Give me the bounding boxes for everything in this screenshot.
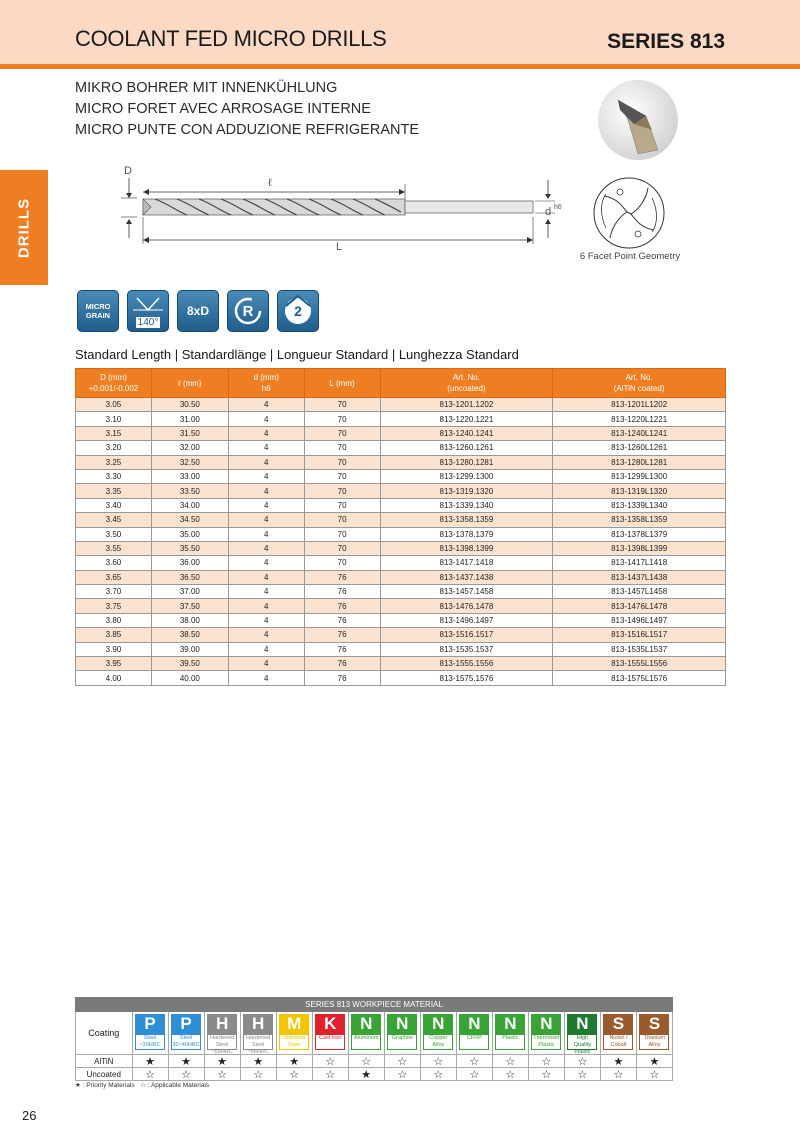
dim-h6-label: h6 xyxy=(554,204,562,211)
table-cell: 34.00 xyxy=(151,498,228,512)
table-row xyxy=(76,585,726,599)
table-cell: 813-1260L1261 xyxy=(553,441,726,455)
material-letter: N xyxy=(567,1014,597,1034)
workpiece-material-grid xyxy=(75,1012,673,1081)
table-cell: 35.50 xyxy=(151,541,228,555)
table-cell: 3.05 xyxy=(76,398,152,412)
series-label: SERIES 813 xyxy=(607,30,725,53)
table-cell: 76 xyxy=(304,671,380,685)
table-cell: 38.50 xyxy=(151,628,228,642)
flutes-icon xyxy=(277,290,319,332)
table-row xyxy=(76,657,726,671)
table-cell: 813-1319L1320 xyxy=(553,484,726,498)
table-cell: 4 xyxy=(228,455,304,469)
col-header-d: d (mm) h6 xyxy=(228,369,304,398)
table-cell: 4 xyxy=(228,671,304,685)
material-letter: N xyxy=(387,1014,417,1034)
col-header-L: L (mm) xyxy=(304,369,380,398)
table-cell: 813-1220L1221 xyxy=(553,412,726,426)
side-tab-drills[interactable] xyxy=(0,170,48,285)
material-badge xyxy=(170,1014,203,1052)
table-cell: 3.60 xyxy=(76,556,152,570)
table-cell: 4 xyxy=(228,441,304,455)
header-divider xyxy=(0,64,800,69)
table-row xyxy=(76,599,726,613)
table-cell: 813-1358.1359 xyxy=(380,513,553,527)
suitability-mark: ☆ xyxy=(313,1068,349,1080)
table-cell: 3.30 xyxy=(76,469,152,483)
table-cell: 3.85 xyxy=(76,628,152,642)
suitability-mark: ☆ xyxy=(421,1055,457,1067)
material-name: Stainless Steel xyxy=(279,1034,309,1050)
table-row xyxy=(76,455,726,469)
material-badge xyxy=(566,1014,599,1055)
table-cell: 4 xyxy=(228,642,304,656)
material-name: Titanium Alloy xyxy=(639,1034,669,1050)
table-cell: 3.40 xyxy=(76,498,152,512)
material-letter: H xyxy=(207,1014,237,1034)
micro-grain-text: MICRO GRAIN xyxy=(85,302,111,320)
point-geometry-label: 6 Facet Point Geometry xyxy=(579,251,681,262)
dim-d-label: d xyxy=(545,206,552,218)
dim-L-label: L xyxy=(336,241,343,250)
coating-label: Coating xyxy=(75,1012,133,1054)
micro-grain-icon xyxy=(77,290,119,332)
table-cell: 76 xyxy=(304,599,380,613)
table-cell: 813-1378L1379 xyxy=(553,527,726,541)
material-badge xyxy=(278,1014,311,1052)
material-badge xyxy=(530,1014,563,1052)
table-cell: 70 xyxy=(304,455,380,469)
suitability-mark: ☆ xyxy=(565,1055,601,1067)
table-cell: 70 xyxy=(304,513,380,527)
table-cell: 813-1299L1300 xyxy=(553,469,726,483)
table-row xyxy=(76,628,726,642)
material-cell xyxy=(385,1012,421,1054)
material-badge xyxy=(494,1014,527,1052)
table-cell: 38.00 xyxy=(151,613,228,627)
table-cell: 76 xyxy=(304,585,380,599)
table-cell: 70 xyxy=(304,498,380,512)
material-cell xyxy=(529,1012,565,1054)
material-name: Plastic xyxy=(495,1034,525,1050)
table-cell: 813-1378.1379 xyxy=(380,527,553,541)
table-cell: 37.50 xyxy=(151,599,228,613)
material-badge xyxy=(242,1014,275,1055)
coating-row-label: Uncoated xyxy=(75,1068,133,1080)
material-letter: K xyxy=(315,1014,345,1034)
table-cell: 813-1437.1438 xyxy=(380,570,553,584)
table-cell: 4 xyxy=(228,585,304,599)
material-cell xyxy=(565,1012,601,1054)
legend xyxy=(75,1081,209,1089)
material-badge xyxy=(386,1014,419,1052)
right-hand-text: R xyxy=(242,302,254,320)
table-row xyxy=(76,412,726,426)
material-cell xyxy=(241,1012,277,1054)
side-tab-label: DRILLS xyxy=(15,197,33,258)
table-cell: 813-1280.1281 xyxy=(380,455,553,469)
table-row xyxy=(76,556,726,570)
table-cell: 31.00 xyxy=(151,412,228,426)
table-cell: 4 xyxy=(228,498,304,512)
table-cell: 3.90 xyxy=(76,642,152,656)
table-cell: 4 xyxy=(228,513,304,527)
table-row xyxy=(76,441,726,455)
table-cell: 70 xyxy=(304,426,380,440)
table-cell: 813-1516.1517 xyxy=(380,628,553,642)
table-cell: 76 xyxy=(304,628,380,642)
table-row xyxy=(76,498,726,512)
table-cell: 813-1555L1556 xyxy=(553,657,726,671)
table-cell: 32.00 xyxy=(151,441,228,455)
table-cell: 813-1555.1556 xyxy=(380,657,553,671)
table-row xyxy=(76,570,726,584)
table-cell: 813-1280L1281 xyxy=(553,455,726,469)
table-row xyxy=(76,613,726,627)
table-cell: 813-1535.1537 xyxy=(380,642,553,656)
table-cell: 35.00 xyxy=(151,527,228,541)
suitability-mark: ☆ xyxy=(169,1068,205,1080)
suitability-mark: ☆ xyxy=(385,1055,421,1067)
table-cell: 813-1496L1497 xyxy=(553,613,726,627)
material-letter: N xyxy=(495,1014,525,1034)
table-cell: 3.10 xyxy=(76,412,152,426)
table-header-row xyxy=(76,369,726,398)
table-cell: 3.65 xyxy=(76,570,152,584)
material-cell xyxy=(277,1012,313,1054)
length-ratio-text: 8xD xyxy=(186,304,209,318)
material-name: Steel ~30HRC xyxy=(135,1034,165,1050)
right-hand-icon xyxy=(227,290,269,332)
table-cell: 4 xyxy=(228,556,304,570)
col-header-art-coated: Art. No. (AlTiN coated) xyxy=(553,369,726,398)
suitability-mark: ☆ xyxy=(601,1068,637,1080)
table-row xyxy=(76,398,726,412)
material-name: Cast Iron xyxy=(315,1034,345,1050)
table-cell: 4 xyxy=(228,570,304,584)
material-cell xyxy=(457,1012,493,1054)
table-cell: 813-1417L1418 xyxy=(553,556,726,570)
table-cell: 4 xyxy=(228,484,304,498)
table-title: Standard Length | Standardlänge | Longueur Standard | Lunghezza Standard xyxy=(75,347,519,362)
table-cell: 70 xyxy=(304,469,380,483)
table-cell: 4 xyxy=(228,412,304,426)
length-ratio-icon xyxy=(177,290,219,332)
table-cell: 70 xyxy=(304,556,380,570)
table-cell: 813-1457L1458 xyxy=(553,585,726,599)
suitability-mark: ☆ xyxy=(133,1068,169,1080)
drill-tip-photo xyxy=(598,80,678,160)
suitability-mark: ☆ xyxy=(349,1055,385,1067)
table-cell: 813-1476L1478 xyxy=(553,599,726,613)
table-cell: 813-1201L1202 xyxy=(553,398,726,412)
flutes-text: 2 xyxy=(294,303,302,319)
table-cell: 70 xyxy=(304,412,380,426)
page-header xyxy=(0,0,800,64)
subtitle-french: MICRO FORET AVEC ARROSAGE INTERNE xyxy=(75,101,371,117)
table-cell: 32.50 xyxy=(151,455,228,469)
table-cell: 4 xyxy=(228,398,304,412)
table-cell: 4.00 xyxy=(76,671,152,685)
coating-row-label: AlTiN xyxy=(75,1055,133,1067)
suitability-mark: ☆ xyxy=(457,1055,493,1067)
table-cell: 813-1299.1300 xyxy=(380,469,553,483)
table-cell: 813-1220.1221 xyxy=(380,412,553,426)
table-cell: 813-1496.1497 xyxy=(380,613,553,627)
material-letter: M xyxy=(279,1014,309,1034)
material-letter: N xyxy=(423,1014,453,1034)
page-number: 26 xyxy=(22,1108,37,1123)
page-title: COOLANT FED MICRO DRILLS xyxy=(75,26,387,51)
suitability-mark: ☆ xyxy=(457,1068,493,1080)
material-badge xyxy=(422,1014,455,1052)
legend-applicable: ☆ : Applicable Materials xyxy=(140,1082,210,1089)
material-cell xyxy=(349,1012,385,1054)
table-cell: 39.00 xyxy=(151,642,228,656)
table-row xyxy=(76,469,726,483)
suitability-mark: ★ xyxy=(133,1055,169,1067)
material-letter: P xyxy=(135,1014,165,1034)
table-cell: 813-1398.1399 xyxy=(380,541,553,555)
table-cell: 39.50 xyxy=(151,657,228,671)
table-cell: 76 xyxy=(304,642,380,656)
table-cell: 76 xyxy=(304,613,380,627)
material-cell xyxy=(637,1012,673,1054)
material-badge xyxy=(314,1014,347,1052)
material-letter: N xyxy=(459,1014,489,1034)
table-row xyxy=(76,642,726,656)
table-cell: 70 xyxy=(304,541,380,555)
suitability-mark: ☆ xyxy=(637,1068,673,1080)
table-cell: 3.15 xyxy=(76,426,152,440)
table-cell: 813-1457.1458 xyxy=(380,585,553,599)
table-cell: 70 xyxy=(304,398,380,412)
suitability-mark: ★ xyxy=(241,1055,277,1067)
table-cell: 813-1535L1537 xyxy=(553,642,726,656)
table-cell: 813-1260.1261 xyxy=(380,441,553,455)
table-cell: 3.70 xyxy=(76,585,152,599)
table-cell: 4 xyxy=(228,541,304,555)
table-cell: 813-1476.1478 xyxy=(380,599,553,613)
suitability-mark: ☆ xyxy=(277,1068,313,1080)
col-header-art-uncoated: Art. No. (uncoated) xyxy=(380,369,553,398)
material-badge xyxy=(458,1014,491,1052)
table-cell: 813-1575L1576 xyxy=(553,671,726,685)
table-cell: 813-1516L1517 xyxy=(553,628,726,642)
material-letter: P xyxy=(171,1014,201,1034)
material-letter: N xyxy=(351,1014,381,1034)
table-cell: 813-1575.1576 xyxy=(380,671,553,685)
material-cell xyxy=(205,1012,241,1054)
table-cell: 76 xyxy=(304,570,380,584)
table-cell: 36.50 xyxy=(151,570,228,584)
table-cell: 813-1417.1418 xyxy=(380,556,553,570)
table-cell: 813-1339L1340 xyxy=(553,498,726,512)
table-cell: 4 xyxy=(228,527,304,541)
point-angle-icon xyxy=(127,290,169,332)
table-cell: 4 xyxy=(228,599,304,613)
material-name: Steel 30~40HRC xyxy=(172,1035,200,1048)
suitability-mark: ☆ xyxy=(493,1055,529,1067)
subtitle-italian: MICRO PUNTE CON ADDUZIONE REFRIGERANTE xyxy=(75,122,419,138)
material-badge xyxy=(206,1014,239,1055)
table-cell: 40.00 xyxy=(151,671,228,685)
table-row xyxy=(76,484,726,498)
suitability-mark: ★ xyxy=(205,1055,241,1067)
material-cell xyxy=(493,1012,529,1054)
feature-icons xyxy=(77,290,319,332)
table-cell: 4 xyxy=(228,426,304,440)
suitability-mark: ☆ xyxy=(313,1055,349,1067)
material-name: Aluminum xyxy=(351,1034,381,1050)
drill-drawing-svg xyxy=(115,160,575,250)
material-name: Hardened Steel ~68HRC xyxy=(243,1034,273,1050)
table-cell: 3.20 xyxy=(76,441,152,455)
suitability-mark: ☆ xyxy=(205,1068,241,1080)
table-cell: 3.45 xyxy=(76,513,152,527)
material-badge xyxy=(134,1014,167,1052)
subtitle-german: MIKRO BOHRER MIT INNENKÜHLUNG xyxy=(75,80,338,96)
material-badge xyxy=(638,1014,671,1052)
suitability-mark: ☆ xyxy=(385,1068,421,1080)
suitability-mark: ★ xyxy=(169,1055,205,1067)
suitability-mark: ★ xyxy=(277,1055,313,1067)
table-cell: 34.50 xyxy=(151,513,228,527)
table-cell: 70 xyxy=(304,527,380,541)
material-cell xyxy=(313,1012,349,1054)
suitability-mark: ★ xyxy=(601,1055,637,1067)
table-cell: 3.80 xyxy=(76,613,152,627)
table-cell: 30.50 xyxy=(151,398,228,412)
table-cell: 33.50 xyxy=(151,484,228,498)
table-cell: 76 xyxy=(304,657,380,671)
material-badge xyxy=(602,1014,635,1052)
col-header-D: D (mm) +0.001/-0.002 xyxy=(76,369,152,398)
material-cell xyxy=(421,1012,457,1054)
dim-l-label: ℓ xyxy=(268,177,272,189)
table-row xyxy=(76,513,726,527)
material-letter: S xyxy=(639,1014,669,1034)
table-cell: 813-1339.1340 xyxy=(380,498,553,512)
dim-D-label: D xyxy=(124,165,132,177)
suitability-mark: ★ xyxy=(637,1055,673,1067)
point-angle-text: 140° xyxy=(137,317,159,328)
material-cell xyxy=(601,1012,637,1054)
material-name: CFRP xyxy=(459,1034,489,1050)
table-cell: 813-1398L1399 xyxy=(553,541,726,555)
table-cell: 3.50 xyxy=(76,527,152,541)
table-row xyxy=(76,426,726,440)
table-cell: 813-1240L1241 xyxy=(553,426,726,440)
product-table xyxy=(75,368,726,686)
table-cell: 33.00 xyxy=(151,469,228,483)
table-cell: 4 xyxy=(228,469,304,483)
table-cell: 31.50 xyxy=(151,426,228,440)
material-name: Nickel / Cobalt xyxy=(603,1034,633,1050)
material-cell xyxy=(169,1012,205,1054)
material-letter: H xyxy=(243,1014,273,1034)
material-cell xyxy=(133,1012,169,1054)
suitability-mark: ☆ xyxy=(529,1068,565,1080)
legend-priority: ★ : Priority Materials xyxy=(75,1082,135,1089)
table-cell: 70 xyxy=(304,484,380,498)
point-geometry-diagram xyxy=(592,176,666,255)
table-cell: 813-1201.1202 xyxy=(380,398,553,412)
table-cell: 813-1437L1438 xyxy=(553,570,726,584)
table-cell: 813-1358L1359 xyxy=(553,513,726,527)
table-cell: 70 xyxy=(304,441,380,455)
table-cell: 3.25 xyxy=(76,455,152,469)
suitability-mark: ☆ xyxy=(493,1068,529,1080)
table-row xyxy=(76,541,726,555)
suitability-mark: ☆ xyxy=(241,1068,277,1080)
suitability-mark: ☆ xyxy=(421,1068,457,1080)
material-name: Graphite xyxy=(387,1034,417,1050)
material-letter: N xyxy=(531,1014,561,1034)
table-cell: 3.95 xyxy=(76,657,152,671)
suitability-mark: ☆ xyxy=(565,1068,601,1080)
table-cell: 37.00 xyxy=(151,585,228,599)
table-cell: 4 xyxy=(228,628,304,642)
table-row xyxy=(76,527,726,541)
material-name: Copper Alloy xyxy=(423,1034,453,1050)
material-name: Hardened Steel ~55HRC xyxy=(207,1034,237,1050)
material-name: Thermoset Plastic xyxy=(533,1035,560,1048)
col-header-l: ℓ (mm) xyxy=(151,369,228,398)
drill-diagram xyxy=(115,160,575,255)
table-cell: 813-1240.1241 xyxy=(380,426,553,440)
material-letter: S xyxy=(603,1014,633,1034)
table-cell: 4 xyxy=(228,657,304,671)
table-cell: 4 xyxy=(228,613,304,627)
table-row xyxy=(76,671,726,685)
material-name: High Quality Plastic xyxy=(567,1034,597,1050)
table-cell: 813-1319.1320 xyxy=(380,484,553,498)
material-badge xyxy=(350,1014,383,1052)
table-cell: 36.00 xyxy=(151,556,228,570)
table-cell: 3.55 xyxy=(76,541,152,555)
table-cell: 3.35 xyxy=(76,484,152,498)
suitability-mark: ☆ xyxy=(529,1055,565,1067)
suitability-mark: ★ xyxy=(349,1068,385,1080)
workpiece-material-title: SERIES 813 WORKPIECE MATERIAL xyxy=(75,997,673,1012)
table-cell: 3.75 xyxy=(76,599,152,613)
